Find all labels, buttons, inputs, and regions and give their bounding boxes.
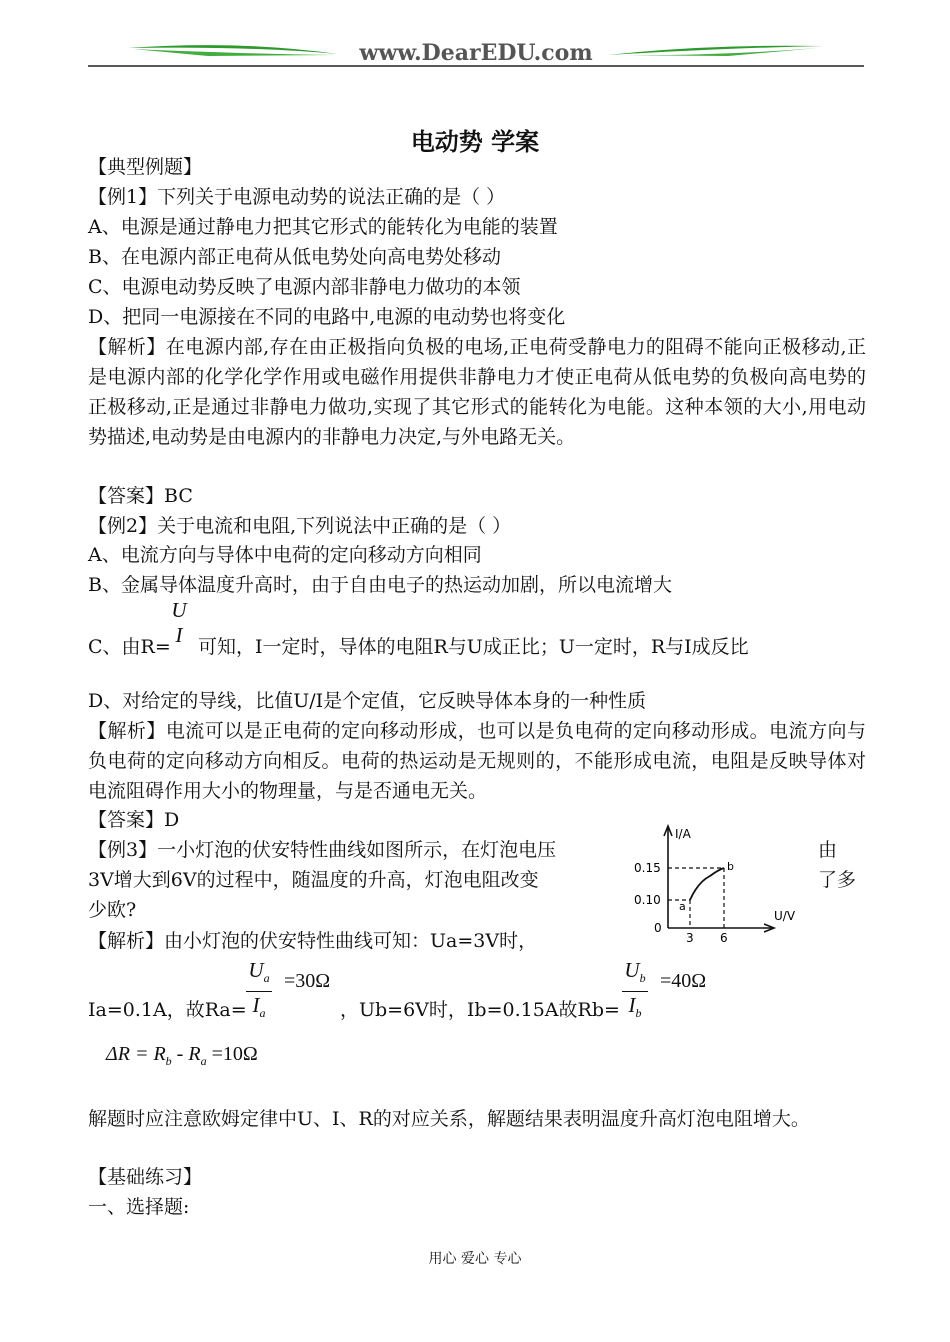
page-title: 电动势 学案	[410, 128, 540, 156]
delta-r-part2: - R	[171, 1043, 201, 1065]
example3-question-line1: 【例3】一小灯泡的伏安特性曲线如图所示，在灯泡电压	[88, 839, 557, 861]
example3-conclusion: 解题时应注意欧姆定律中U、I、R的对应关系，解题结果表明温度升高灯泡电阻增大。	[88, 1108, 810, 1130]
formula-ua-over-ia	[246, 958, 272, 1025]
graph-x-axis-label: U/V	[774, 909, 796, 923]
formula-denominator: I	[175, 623, 183, 647]
page-footer: 用心 爱心 专心	[428, 1251, 522, 1267]
section-heading-typical-examples: 【典型例题】	[88, 156, 203, 178]
example2-option-c-suffix: 可知，I一定时，导体的电阻R与U成正比；U一定时，R与I成反比	[198, 636, 749, 658]
graph-x-tick-6: 6	[720, 931, 728, 942]
example1-option-d: D、把同一电源接在不同的电路中,电源的电动势也将变化	[88, 306, 566, 328]
example2-option-a: A、电流方向与导体中电荷的定向移动方向相同	[88, 544, 482, 566]
example1-analysis: 【解析】在电源内部,存在由正极指向负极的电场,正电荷受静电力的阻碍不能向正极移动,正是电源内部的化学化学作用或电磁作用提供非静电力才使正电荷从低电势的负极向高电势的正极移动,正是通过非静电力做功,实现了其它形式的能转化为电能。这种本领的大小,用电动势描述,电动势是由电源内的非静电力决定,与外电路无关。	[88, 336, 866, 448]
frac-b-den-sub: b	[635, 1006, 642, 1021]
example1-option-a: A、电源是通过静电力把其它形式的能转化为电能的装置	[88, 216, 558, 238]
example1-answer: 【答案】BC	[88, 485, 193, 507]
example2-option-b: B、金属导体温度升高时，由于自由电子的热运动加剧，所以电流增大	[88, 574, 672, 596]
delta-r-sub-a: a	[200, 1054, 207, 1068]
graph-y-tick-0-15: 0.15	[634, 861, 661, 875]
frac-b-den: I	[628, 993, 636, 1018]
example2-answer: 【答案】D	[88, 809, 180, 831]
graph-point-a-label: a	[679, 900, 686, 913]
example1-option-c: C、电源电动势反映了电源内部非静电力做功的本领	[88, 276, 521, 298]
formula-ra-value: =30Ω	[284, 970, 331, 992]
example3-question-line1-end: 由	[818, 839, 838, 861]
graph-origin-label: 0	[654, 921, 662, 935]
example3-question-line2: 3V增大到6V的过程中，随温度的升高，灯泡电阻改变	[88, 869, 539, 891]
section-subheading-choice: 一、选择题:	[88, 1196, 190, 1218]
section-heading-basic-practice: 【基础练习】	[88, 1166, 203, 1188]
frac-b-num-sub: b	[639, 971, 646, 986]
frac-a-num: U	[248, 958, 264, 982]
header-site-logo: www.DearEDU.com	[359, 40, 593, 66]
graph-y-axis-label: I/A	[675, 827, 691, 841]
delta-r-part1: ΔR = R	[106, 1043, 166, 1065]
example1-option-b: B、在电源内部正电荷从低电势处向高电势处移动	[88, 246, 501, 268]
example3-analysis-rb-text: ，Ub=6V时，Ib=0.15A故Rb=	[340, 999, 620, 1021]
frac-a-num-sub: a	[263, 971, 270, 986]
frac-a-den: I	[252, 993, 260, 1018]
frac-a-den-sub: a	[259, 1006, 266, 1021]
example2-question: 【例2】关于电流和电阻,下列说法中正确的是（ ）	[88, 515, 512, 537]
frac-b-num: U	[624, 958, 640, 982]
delta-r-value: =10Ω	[206, 1043, 258, 1065]
header-banner	[88, 36, 864, 70]
formula-rb-value: =40Ω	[660, 970, 707, 992]
example2-option-c-prefix: C、由R=	[88, 636, 171, 658]
formula-delta-r	[106, 1043, 258, 1069]
graph-x-tick-3: 3	[686, 931, 694, 942]
example3-analysis-line1: 【解析】由小灯泡的伏安特性曲线可知：Ua=3V时，	[88, 930, 538, 952]
iv-characteristic-graph	[632, 822, 812, 942]
graph-point-b-label: b	[727, 860, 734, 873]
example3-question-line2-end: 了多	[818, 869, 857, 891]
formula-ub-over-ib	[622, 958, 648, 1025]
graph-y-tick-0-10: 0.10	[634, 893, 661, 907]
example2-analysis: 【解析】电流可以是正电荷的定向移动形成，也可以是负电荷的定向移动形成。电流方向与负电荷的定向移动方向相反。电荷的热运动是无规则的，不能形成电流，电阻是反映导体对电流阻碍作用大小的物理量，与是否通电无关。	[88, 720, 866, 802]
example1-question: 【例1】下列关于电源电动势的说法正确的是（ ）	[88, 186, 506, 208]
example2-formula-u-over-i	[168, 598, 190, 647]
example3-question-line3: 少欧?	[88, 899, 137, 921]
example2-option-d: D、对给定的导线，比值U/I是个定值，它反映导体本身的一种性质	[88, 690, 647, 712]
delta-r-sub-b: b	[165, 1054, 172, 1068]
example3-analysis-ra-text: Ia=0.1A，故Ra=	[88, 999, 247, 1021]
formula-numerator: U	[171, 598, 187, 622]
